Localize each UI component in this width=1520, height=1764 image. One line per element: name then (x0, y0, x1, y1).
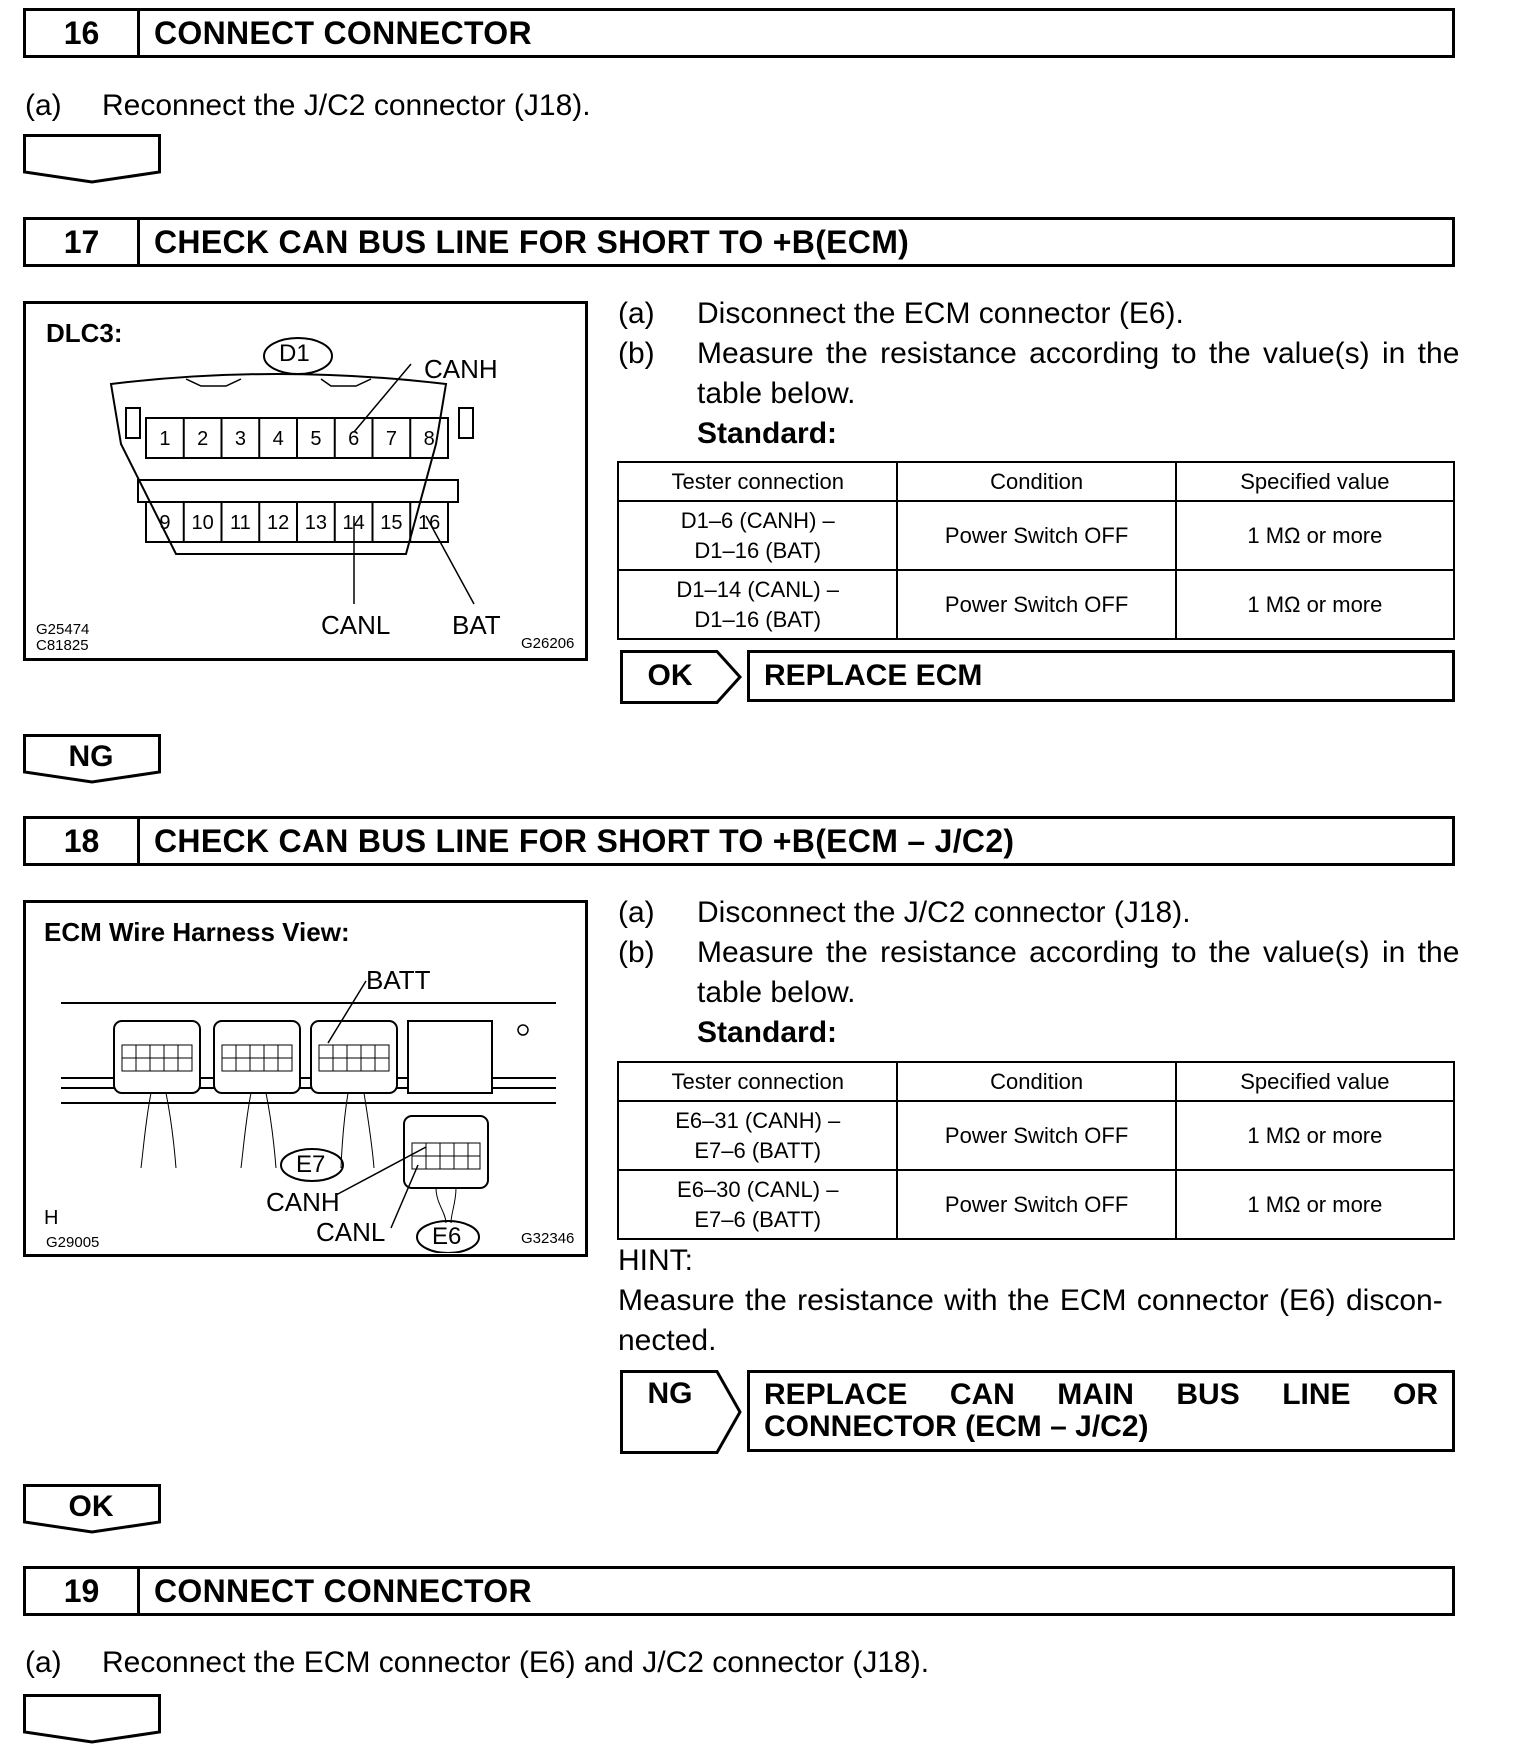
pin-label: 15 (380, 512, 403, 534)
step-19-item-a-text: Reconnect the ECM connector (E6) and J/C2 connector (J18). (102, 1646, 930, 1679)
table-cell (618, 501, 897, 570)
table-row (618, 1170, 1454, 1239)
step-17-a-label: (a) (618, 297, 655, 330)
step-number: 17 (26, 220, 140, 264)
table-header: Tester connection (618, 1062, 897, 1101)
table-cell: 1 MΩ or more (1176, 570, 1454, 639)
pin-label: 12 (267, 512, 290, 534)
step-number: 19 (26, 1569, 140, 1613)
hint-text: Measure the resistance with the ECM connector (E6) discon- (618, 1284, 1443, 1317)
table-cell (618, 1170, 897, 1239)
step-18-a-label: (a) (618, 896, 655, 929)
result-action (747, 1370, 1455, 1452)
table-cell: 1 MΩ or more (1176, 501, 1454, 570)
canh-label: CANH (266, 1187, 340, 1217)
bat-label: BAT (452, 610, 501, 640)
dlc3-figure (23, 301, 588, 661)
pin-label: 10 (191, 512, 214, 534)
figure-code: C81825 (36, 637, 89, 654)
step-18-b-label: (b) (618, 936, 655, 969)
step-18-a-text: Disconnect the J/C2 connector (J18). (697, 896, 1191, 929)
standard-label: Standard: (697, 417, 838, 450)
table-row (618, 501, 1454, 570)
connector-d1-label: D1 (279, 340, 310, 367)
pin-label: 7 (385, 428, 397, 450)
top-pin-row (146, 428, 448, 451)
step-16-item-a-label: (a) (25, 89, 62, 122)
hint-text-cont: nected. (618, 1324, 717, 1357)
conn-line: E7–6 (BATT) (694, 1137, 822, 1163)
conn-line: D1–16 (BAT) (694, 606, 822, 632)
h-label: H (44, 1207, 59, 1229)
result-action-line: REPLACE CAN MAIN BUS LINE OR (764, 1378, 1438, 1411)
pin-label: 5 (310, 428, 322, 450)
table-cell: Power Switch OFF (897, 570, 1175, 639)
pin-label: 11 (229, 512, 251, 534)
step-18-b-text-cont: table below. (697, 976, 856, 1009)
arrow-label: NG (68, 740, 114, 773)
step-16-header (23, 8, 1455, 58)
figure-code: G32346 (521, 1230, 575, 1247)
step-16-item-a-text: Reconnect the J/C2 connector (J18). (102, 89, 591, 122)
step-19-item-a-label: (a) (25, 1646, 62, 1679)
pin-label: 6 (348, 428, 360, 450)
connector-e7-label: E7 (296, 1151, 326, 1178)
result-action-line: CONNECTOR (ECM – J/C2) (764, 1410, 1149, 1443)
conn-line: E6–31 (CANH) – (675, 1107, 841, 1133)
result-action: REPLACE ECM (747, 650, 1455, 702)
step-title: CHECK CAN BUS LINE FOR SHORT TO +B(ECM – J/C2) (154, 822, 1015, 859)
table-cell: Power Switch OFF (897, 501, 1175, 570)
step-17-b-label: (b) (618, 337, 655, 370)
result-tag: NG (647, 1377, 693, 1410)
figure-code: G29005 (46, 1234, 100, 1251)
result-ok (620, 650, 1455, 704)
step-title: CONNECT CONNECTOR (154, 14, 532, 51)
step-18-b-text: Measure the resistance according to the value(s) in the (697, 936, 1460, 969)
canh-label: CANH (424, 354, 498, 384)
conn-line: E7–6 (BATT) (694, 1206, 822, 1232)
canl-label: CANL (316, 1217, 386, 1247)
spec-table (617, 1061, 1455, 1240)
figure-title: DLC3: (46, 318, 123, 348)
step-17-b-text-cont: table below. (697, 377, 856, 410)
flow-arrow-icon (23, 1694, 163, 1746)
table-header: Specified value (1176, 1062, 1454, 1101)
step-17-a-text: Disconnect the ECM connector (E6). (697, 297, 1184, 330)
pin-label: 3 (234, 428, 246, 450)
table-cell: 1 MΩ or more (1176, 1101, 1454, 1170)
step-number: 16 (26, 11, 140, 55)
table-cell: 1 MΩ or more (1176, 1170, 1454, 1239)
result-tag: OK (647, 659, 693, 692)
table-header: Condition (897, 462, 1175, 501)
batt-label: BATT (366, 965, 431, 995)
pin-label: 14 (342, 512, 365, 534)
pin-label: 4 (272, 428, 284, 450)
spec-table (617, 461, 1455, 640)
arrow-label: OK (68, 1490, 114, 1523)
step-19-header (23, 1566, 1455, 1616)
figure-title: ECM Wire Harness View: (44, 917, 350, 947)
step-17-b-text: Measure the resistance according to the value(s) in the (697, 337, 1460, 370)
conn-line: E6–30 (CANL) – (677, 1176, 839, 1202)
table-row (618, 1101, 1454, 1170)
step-17-header (23, 217, 1455, 267)
canl-label: CANL (321, 610, 391, 640)
step-18-header (23, 816, 1455, 866)
conn-line: D1–14 (CANL) – (676, 576, 840, 602)
ng-arrow (23, 734, 159, 786)
flow-arrow-icon (23, 134, 163, 186)
connector-e6-label: E6 (432, 1223, 462, 1250)
table-cell (618, 1101, 897, 1170)
hint-label: HINT: (618, 1244, 693, 1277)
ok-arrow (23, 1484, 159, 1536)
standard-label: Standard: (697, 1016, 838, 1049)
pin-label: 8 (423, 428, 435, 450)
conn-line: D1–6 (CANH) – (680, 507, 835, 533)
table-header: Condition (897, 1062, 1175, 1101)
pin-label: 16 (418, 512, 441, 534)
step-title: CHECK CAN BUS LINE FOR SHORT TO +B(ECM) (154, 223, 910, 260)
table-header: Tester connection (618, 462, 897, 501)
pin-label: 9 (159, 512, 171, 534)
result-ng (620, 1370, 1455, 1454)
step-title: CONNECT CONNECTOR (154, 1572, 532, 1609)
ecm-harness-figure (23, 900, 588, 1257)
conn-line: D1–16 (BAT) (694, 537, 822, 563)
pin-label: 13 (304, 512, 327, 534)
bottom-pin-row (146, 512, 448, 535)
pin-label: 2 (197, 428, 209, 450)
step-number: 18 (26, 819, 140, 863)
table-cell: Power Switch OFF (897, 1170, 1175, 1239)
table-cell (618, 570, 897, 639)
table-row (618, 570, 1454, 639)
table-cell: Power Switch OFF (897, 1101, 1175, 1170)
pin-label: 1 (159, 428, 171, 450)
table-header: Specified value (1176, 462, 1454, 501)
figure-code: G26206 (521, 635, 575, 652)
figure-code: G25474 (36, 621, 90, 638)
